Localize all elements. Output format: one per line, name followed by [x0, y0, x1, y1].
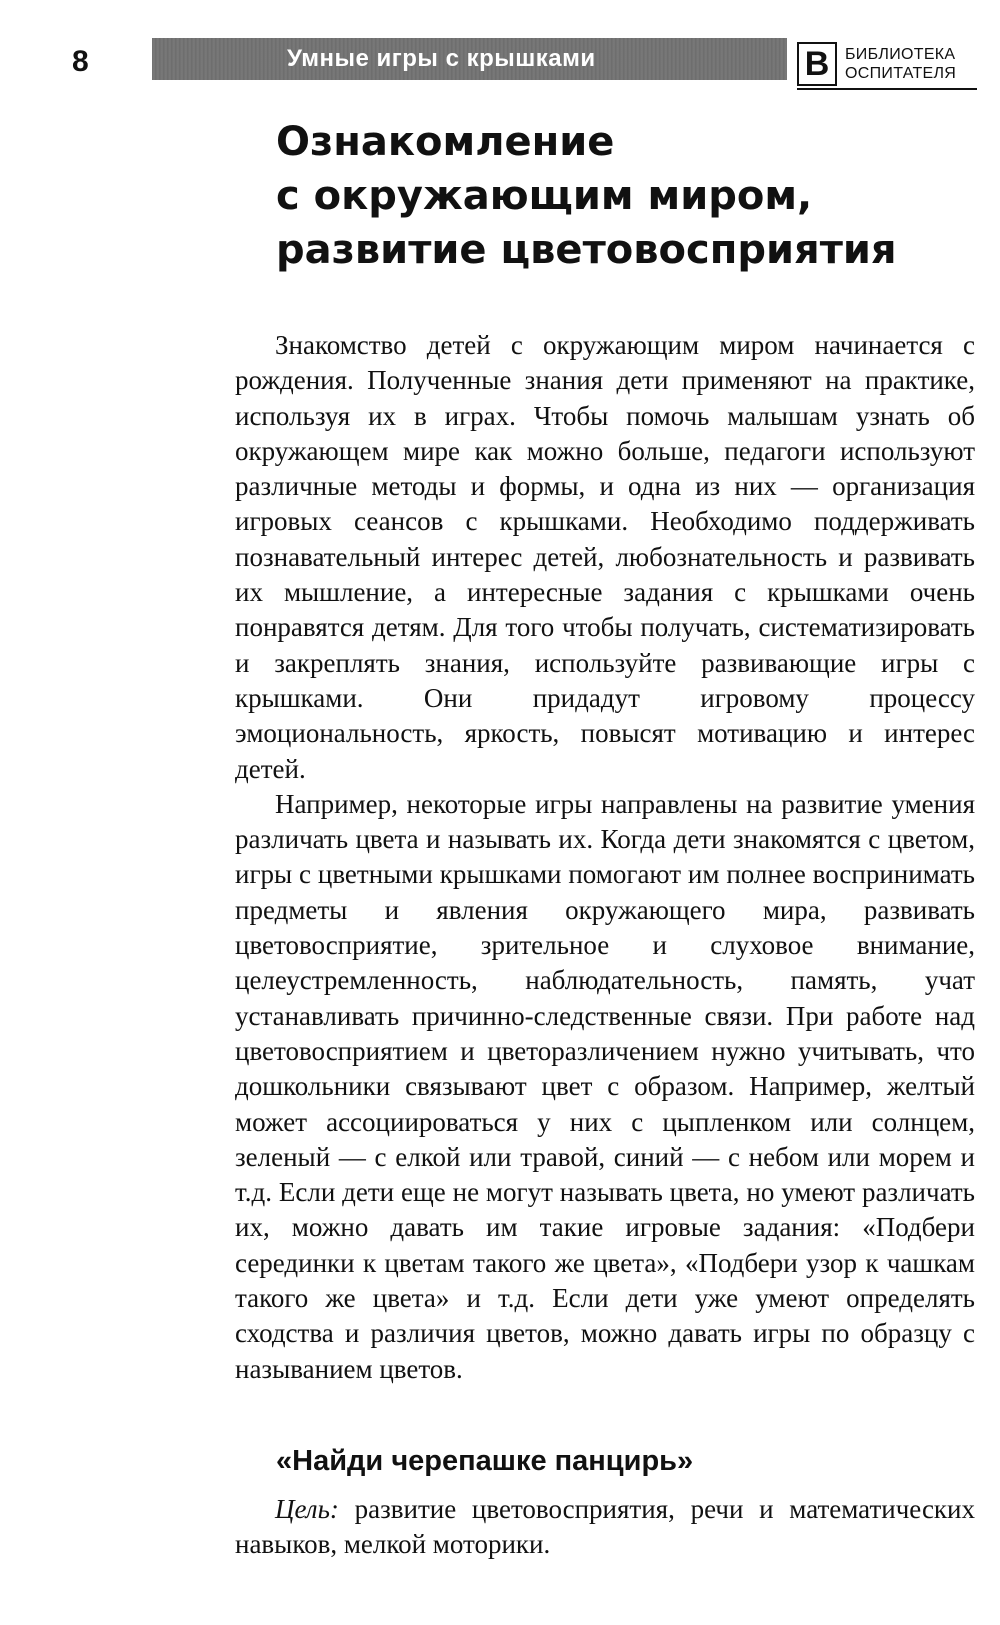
running-header [152, 38, 787, 80]
series-logo-text [845, 45, 956, 83]
logo-line-2: ОСПИТАТЕЛЯ [845, 65, 957, 82]
goal-text: развитие цветовосприятия, речи и математических навыков, мелкой моторики. [235, 1494, 976, 1560]
logo-line-1: БИБЛИОТЕКА [845, 46, 956, 63]
body-text [235, 328, 975, 1387]
running-title: Умные игры с крышками [287, 45, 596, 72]
series-logo-icon: В [797, 42, 837, 86]
heading-line-1: Ознакомление [276, 119, 615, 165]
paragraph-2: Например, некоторые игры направлены на развитие умения различать цвета и называть их. Когда дети знакомятся с цветом, игры с цветными крышками помогают им полнее воспринимать предметы и явления окружающего мира, развивать цветовосприятие, зрительное и слуховое внимание, целеустремленность, наблюдательность, память, учат устанавливать причинно-следственные связи. При работе над цветовосприятием и цветоразличением нужно учитывать, что дошкольники связывают цвет с образом. Например, желтый может ассоциироваться у них с цыпленком или солнцем, зеленый — с елкой или травой, синий — с небом или морем и т.д. Если дети еще не могут называть цвета, но умеют различать их, можно давать им такие игровые задания: «Подбери серединки к цветам такого же цвета», «Подбери узор к чашкам такого же цвета» и т.д. Если дети уже умеют определять сходства и различия цветов, можно давать игры по образцу с называнием цветов. [235, 788, 975, 1384]
goal-label: Цель: [275, 1494, 339, 1524]
header-rule [797, 88, 977, 90]
heading-line-2: с окружающим миром, [276, 173, 813, 219]
game-title: «Найди черепашке панцирь» [276, 1445, 694, 1477]
page-number: 8 [72, 45, 89, 78]
section-heading [276, 115, 956, 277]
game-goal [235, 1492, 975, 1563]
paragraph-1: Знакомство детей с окружающим миром начинается с рождения. Полученные знания дети применяют на практике, используя их в играх. Чтобы помочь малышам узнать об окружающем мире как можно больше, педагоги используют различные методы и формы, и одна из них — организация игровых сеансов с крышками. Необходимо поддерживать познавательный интерес детей, любознательность и развивать их мышление, а интересные задания с крышками очень понравятся детям. Для того чтобы получать, систематизировать и закреплять знания, используйте развивающие игры с крышками. Они придадут игровому процессу эмоциональность, яркость, повысят мотивацию и интерес детей. [235, 330, 975, 784]
heading-line-3: развитие цветовосприятия [276, 227, 897, 273]
